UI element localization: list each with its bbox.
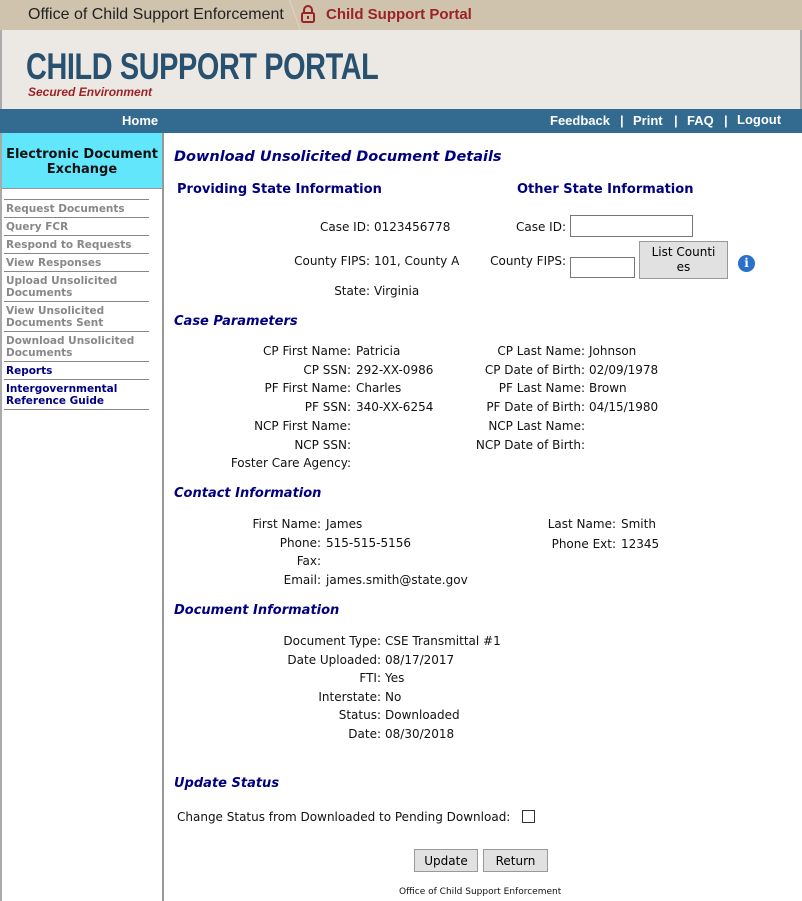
list-counties-button[interactable]: List Counties bbox=[639, 241, 728, 279]
field-label: PF First Name: bbox=[264, 381, 351, 396]
portal-name: Child Support Portal bbox=[326, 6, 472, 23]
field-label: Interstate: bbox=[318, 689, 381, 704]
field-label: CP SSN: bbox=[303, 362, 351, 377]
sidebar-item-view-responses[interactable]: View Responses bbox=[4, 254, 149, 272]
field-label: PF SSN: bbox=[304, 400, 351, 415]
field-label: Email: bbox=[283, 572, 321, 587]
header bbox=[0, 30, 802, 109]
field-label: PF Last Name: bbox=[498, 381, 585, 396]
provider-state-label: State: bbox=[334, 284, 370, 298]
change-status-checkbox[interactable] bbox=[522, 810, 535, 823]
portal-logo-title: CHILD SUPPORT PORTAL bbox=[26, 46, 379, 87]
info-icon[interactable]: i bbox=[738, 255, 755, 272]
field-label: NCP Last Name: bbox=[488, 418, 585, 433]
nav-faq[interactable]: FAQ bbox=[687, 113, 714, 128]
sidebar-item-download-unsolicited[interactable]: Download Unsolicited Documents bbox=[4, 332, 149, 362]
other-case-id-label: Case ID: bbox=[515, 220, 566, 234]
field-value: Charles bbox=[356, 381, 402, 396]
field-label: Status: bbox=[338, 708, 381, 722]
field-value: 515-515-5156 bbox=[326, 535, 412, 550]
other-heading: Other State Information bbox=[517, 182, 694, 197]
sidebar-item-respond-requests[interactable]: Respond to Requests bbox=[4, 236, 149, 254]
field-value: 292-XX-0986 bbox=[356, 362, 434, 377]
return-button[interactable]: Return bbox=[483, 849, 548, 872]
field-label: NCP SSN: bbox=[294, 437, 351, 452]
provider-fips: 101, County A bbox=[374, 254, 460, 268]
nav-separator: | bbox=[724, 113, 728, 128]
field-value: Johnson bbox=[589, 344, 637, 358]
change-status-label: Change Status from Downloaded to Pending Download: bbox=[177, 810, 511, 824]
portal-subtitle: Secured Environment bbox=[28, 85, 153, 99]
footer-text: Office of Child Support Enforcement bbox=[399, 887, 562, 897]
providing-heading: Providing State Information bbox=[177, 182, 382, 197]
other-fips-input[interactable] bbox=[570, 257, 635, 278]
document-heading: Document Information bbox=[174, 603, 340, 618]
sidebar-menu bbox=[4, 199, 149, 410]
sidebar-item-query-fcr[interactable]: Query FCR bbox=[4, 218, 149, 236]
field-label: CP First Name: bbox=[263, 344, 351, 358]
field-value: Downloaded bbox=[385, 708, 460, 722]
case-parameters-heading: Case Parameters bbox=[174, 314, 298, 329]
top-bar bbox=[0, 0, 802, 30]
field-label: Last Name: bbox=[547, 517, 616, 531]
field-value: 340-XX-6254 bbox=[356, 400, 434, 415]
field-label: Date: bbox=[348, 726, 381, 741]
field-label: Document Type: bbox=[283, 634, 381, 648]
field-label: Phone Ext: bbox=[551, 536, 616, 551]
sidebar-item-upload-unsolicited[interactable]: Upload Unsolicited Documents bbox=[4, 272, 149, 302]
field-label: CP Last Name: bbox=[497, 344, 585, 358]
field-label: FTI: bbox=[359, 671, 381, 685]
nav-home[interactable]: Home bbox=[122, 113, 159, 128]
field-value: Patricia bbox=[356, 344, 401, 358]
field-label: First Name: bbox=[252, 517, 321, 531]
nav-bar bbox=[0, 109, 802, 133]
sidebar-item-request-documents[interactable]: Request Documents bbox=[4, 200, 149, 218]
field-value: 02/09/1978 bbox=[589, 362, 659, 377]
field-label: NCP First Name: bbox=[254, 418, 351, 433]
other-case-id-input[interactable] bbox=[570, 215, 693, 237]
field-value: CSE Transmittal #1 bbox=[385, 634, 501, 648]
provider-fips-label: County FIPS: bbox=[294, 254, 370, 268]
field-label: Foster Care Agency: bbox=[230, 456, 351, 471]
field-value: 04/15/1980 bbox=[589, 400, 659, 415]
provider-case-id: 0123456778 bbox=[374, 220, 451, 234]
nav-logout[interactable]: Logout bbox=[737, 112, 782, 127]
nav-separator: | bbox=[674, 113, 678, 128]
provider-state: Virginia bbox=[374, 284, 420, 298]
field-label: Phone: bbox=[279, 535, 321, 550]
field-value: No bbox=[385, 689, 402, 704]
field-label: PF Date of Birth: bbox=[486, 400, 585, 415]
field-value: 12345 bbox=[621, 536, 660, 551]
field-value: 08/17/2017 bbox=[385, 652, 455, 667]
other-fips-label: County FIPS: bbox=[490, 254, 566, 268]
page-title: Download Unsolicited Document Details bbox=[174, 149, 502, 165]
nav-print[interactable]: Print bbox=[633, 113, 663, 128]
field-label: NCP Date of Birth: bbox=[475, 437, 585, 452]
sidebar-item-reports[interactable]: Reports bbox=[4, 362, 149, 380]
field-value: james.smith@state.gov bbox=[326, 572, 468, 587]
provider-case-id-label: Case ID: bbox=[319, 220, 370, 234]
field-label: Fax: bbox=[296, 554, 321, 568]
field-label: Date Uploaded: bbox=[287, 652, 381, 667]
field-value: Smith bbox=[621, 517, 656, 531]
field-value: 08/30/2018 bbox=[385, 726, 455, 741]
nav-feedback[interactable]: Feedback bbox=[550, 113, 610, 128]
update-button[interactable]: Update bbox=[414, 849, 478, 872]
field-value: Brown bbox=[589, 381, 627, 396]
field-label: CP Date of Birth: bbox=[484, 362, 585, 377]
field-value: James bbox=[326, 517, 363, 531]
sidebar-item-view-unsolicited-sent[interactable]: View Unsolicited Documents Sent bbox=[4, 302, 149, 332]
sidebar-title: Electronic Document Exchange bbox=[2, 133, 162, 189]
update-status-heading: Update Status bbox=[174, 776, 280, 791]
main-content bbox=[164, 133, 802, 901]
nav-separator: | bbox=[620, 113, 624, 128]
contact-heading: Contact Information bbox=[174, 486, 322, 501]
sidebar-item-reference-guide[interactable]: Intergovernmental Reference Guide bbox=[4, 380, 149, 410]
lock-icon bbox=[301, 5, 315, 23]
agency-link[interactable]: Office of Child Support Enforcement bbox=[28, 6, 284, 23]
field-value: Yes bbox=[385, 671, 405, 685]
